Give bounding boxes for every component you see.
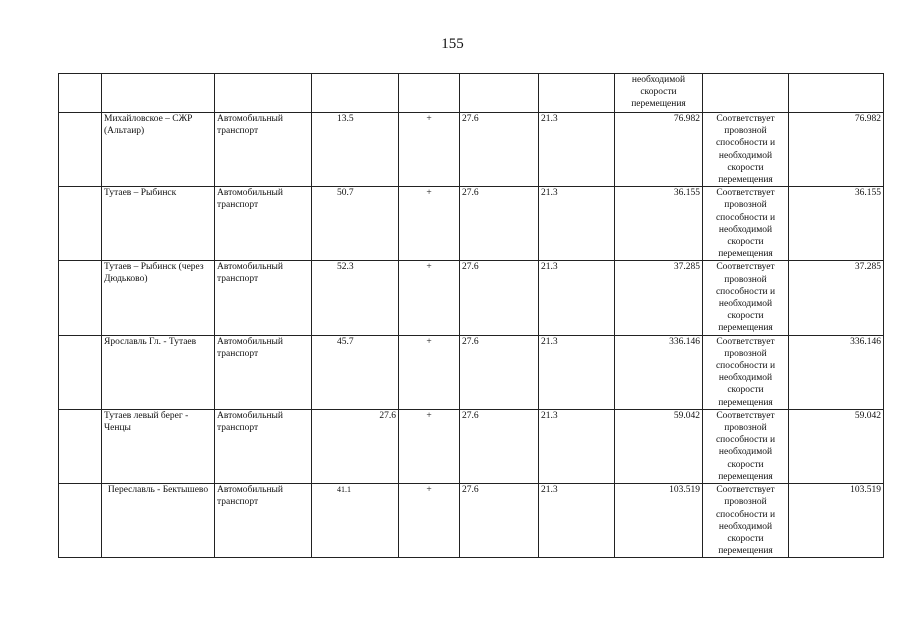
speed-b-cell: 21.3 [539, 409, 615, 483]
transport-cell: Автомобильный транспорт [215, 409, 312, 483]
status-cell: необходимой скорости перемещения [615, 74, 703, 113]
value-cell: 336.146 [615, 335, 703, 409]
route-cell: Михайловское – СЖР (Альтаир) [102, 113, 215, 187]
speed-b-cell: 21.3 [539, 113, 615, 187]
total-cell: 336.146 [789, 335, 884, 409]
sign-cell: + [399, 335, 460, 409]
value-cell: 103.519 [615, 484, 703, 558]
status-cell: Соответствует провозной способности и необходимой скорости перемещения [703, 113, 789, 187]
transport-cell: Автомобильный транспорт [215, 335, 312, 409]
table-row [59, 409, 884, 483]
distance-cell: 41.1 [312, 484, 399, 558]
total-cell: 76.982 [789, 113, 884, 187]
sign-cell: + [399, 409, 460, 483]
route-cell: Тутаев – Рыбинск [102, 187, 215, 261]
table-row [59, 261, 884, 335]
transport-cell: Автомобильный транспорт [215, 113, 312, 187]
route-cell: Ярославль Гл. - Тутаев [102, 335, 215, 409]
distance-cell: 13.5 [312, 113, 399, 187]
speed-a-cell: 27.6 [460, 335, 539, 409]
table-row [59, 187, 884, 261]
speed-b-cell: 21.3 [539, 187, 615, 261]
sign-cell: + [399, 484, 460, 558]
status-cell: Соответствует провозной способности и необходимой скорости перемещения [703, 187, 789, 261]
transport-table [58, 73, 884, 558]
route-cell: Тутаев левый берег - Ченцы [102, 409, 215, 483]
page-number: 155 [441, 36, 464, 52]
speed-b-cell: 21.3 [539, 261, 615, 335]
distance-cell: 50.7 [312, 187, 399, 261]
total-cell: 59.042 [789, 409, 884, 483]
value-cell: 76.982 [615, 113, 703, 187]
table-row [59, 113, 884, 187]
speed-a-cell: 27.6 [460, 261, 539, 335]
value-cell: 37.285 [615, 261, 703, 335]
speed-a-cell: 27.6 [460, 187, 539, 261]
table-row [59, 484, 884, 558]
transport-cell: Автомобильный транспорт [215, 484, 312, 558]
status-cell: Соответствует провозной способности и необходимой скорости перемещения [703, 335, 789, 409]
total-cell: 103.519 [789, 484, 884, 558]
sign-cell: + [399, 261, 460, 335]
value-cell: 36.155 [615, 187, 703, 261]
value-cell: 59.042 [615, 409, 703, 483]
sign-cell: + [399, 187, 460, 261]
route-cell: Тутаев – Рыбинск (через Дюдьково) [102, 261, 215, 335]
total-cell: 37.285 [789, 261, 884, 335]
sign-cell: + [399, 113, 460, 187]
total-cell: 36.155 [789, 187, 884, 261]
status-cell: Соответствует провозной способности и необходимой скорости перемещения [703, 484, 789, 558]
speed-a-cell: 27.6 [460, 409, 539, 483]
distance-cell: 52.3 [312, 261, 399, 335]
distance-cell: 45.7 [312, 335, 399, 409]
speed-a-cell: 27.6 [460, 484, 539, 558]
speed-b-cell: 21.3 [539, 484, 615, 558]
transport-cell: Автомобильный транспорт [215, 261, 312, 335]
speed-a-cell: 27.6 [460, 113, 539, 187]
status-cell: Соответствует провозной способности и необходимой скорости перемещения [703, 409, 789, 483]
distance-cell: 27.6 [312, 409, 399, 483]
table-row-continuation [59, 74, 884, 113]
status-cell: Соответствует провозной способности и необходимой скорости перемещения [703, 261, 789, 335]
table-row [59, 335, 884, 409]
transport-cell: Автомобильный транспорт [215, 187, 312, 261]
speed-b-cell: 21.3 [539, 335, 615, 409]
route-cell: Переславль - Бектышево [102, 484, 215, 558]
